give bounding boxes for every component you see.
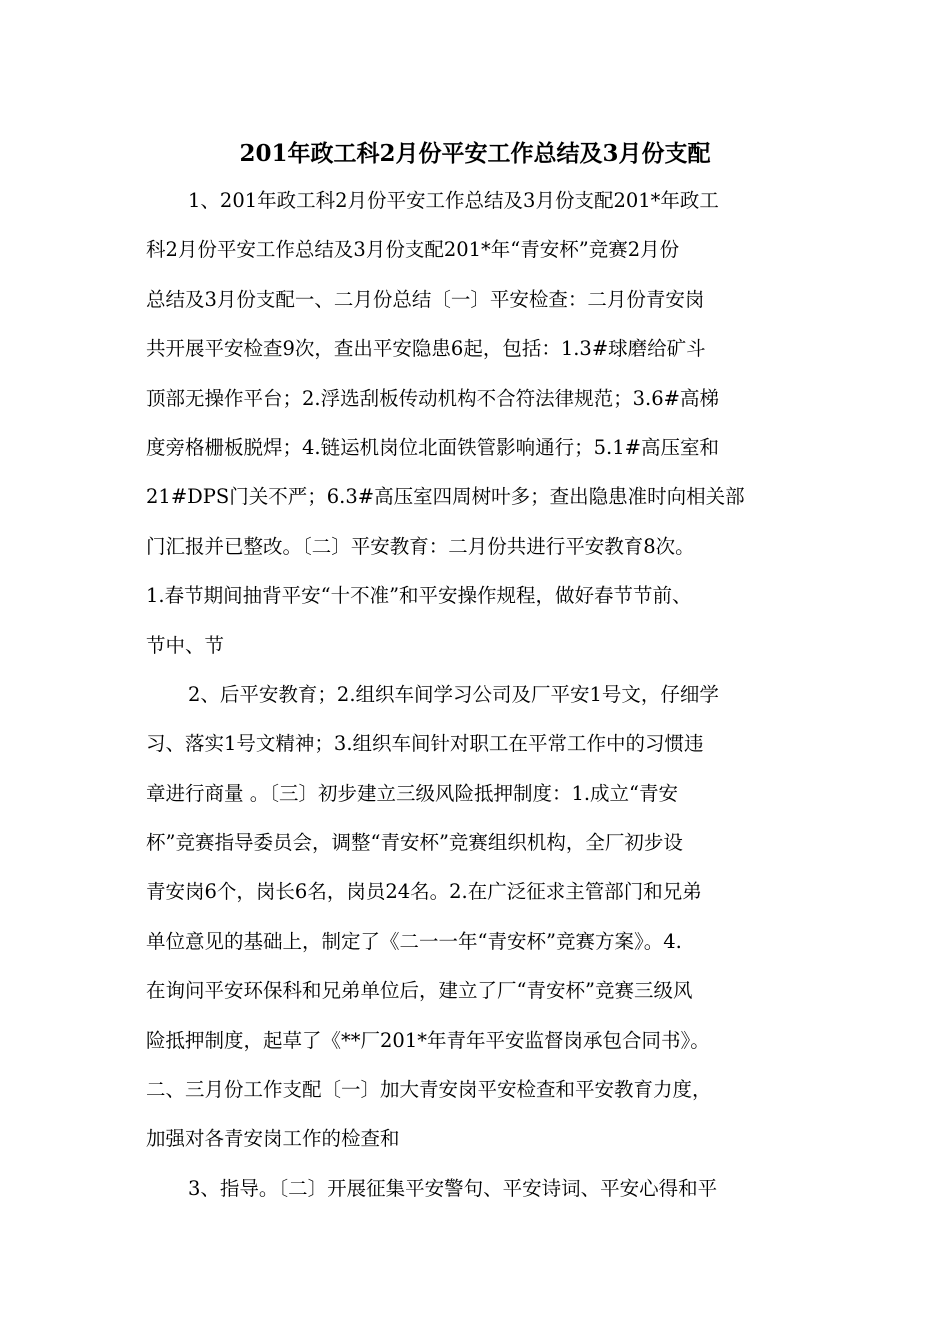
paragraph-line: 1.春节期间抽背平安“十不准”和平安操作规程，做好春节节前、 bbox=[146, 584, 692, 608]
paragraph-line: 杯”竞赛指导委员会，调整“青安杯”竞赛组织机构，全厂初步设 bbox=[146, 831, 683, 855]
paragraph-line: 科2月份平安工作总结及3月份支配201*年“青安杯”竞赛2月份 bbox=[146, 238, 680, 262]
paragraph-line: 青安岗6个，岗长6名，岗员24名。2.在广泛征求主管部门和兄弟 bbox=[146, 880, 702, 904]
paragraph-line: 3、指导。〔二〕开展征集平安警句、平安诗词、平安心得和平 bbox=[188, 1176, 718, 1200]
paragraph-line: 在询问平安环保科和兄弟单位后，建立了厂“青安杯”竞赛三级风 bbox=[146, 979, 693, 1003]
paragraph-line: 二、三月份工作支配〔一〕加大青安岗平安检查和平安教育力度， bbox=[146, 1078, 712, 1102]
paragraph-line: 习、落实1号文精神；3.组织车间针对职工在平常工作中的习惯违 bbox=[146, 732, 704, 756]
paragraph-line: 章进行商量 。〔三〕初步建立三级风险抵押制度：1.成立“青安 bbox=[146, 781, 679, 805]
paragraph-line: 顶部无操作平台；2.浮选刮板传动机构不合符法律规范；3.6#高梯 bbox=[146, 386, 719, 410]
paragraph-line: 单位意见的基础上，制定了《二一一年“青安杯”竞赛方案》。4. bbox=[146, 929, 682, 953]
paragraph-line: 共开展平安检查9次，查出平安隐患6起，包括：1.3#球磨给矿斗 bbox=[146, 337, 706, 361]
paragraph-line: 节中、节 bbox=[146, 633, 225, 657]
paragraph-line: 险抵押制度，起草了《**厂201*年青年平安监督岗承包合同书》。 bbox=[146, 1028, 710, 1052]
document-title: 201年政工科2月份平安工作总结及3月份支配 bbox=[239, 140, 711, 167]
paragraph-line: 度旁格栅板脱焊；4.链运机岗位北面铁管影响通行；5.1#高压室和 bbox=[146, 435, 719, 459]
paragraph-line: 门汇报并已整改。〔二〕平安教育：二月份共进行平安教育8次。 bbox=[146, 534, 695, 558]
document-body bbox=[146, 176, 826, 1213]
paragraph-line: 总结及3月份支配一、二月份总结〔一〕平安检查：二月份青安岗 bbox=[146, 287, 705, 311]
paragraph-line: 1、201年政工科2月份平安工作总结及3月份支配201*年政工 bbox=[188, 189, 719, 212]
paragraph-line: 加强对各青安岗工作的检查和 bbox=[146, 1127, 400, 1151]
paragraph-line: 21#DPS门关不严；6.3#高压室四周树叶多；查出隐患准时向相关部 bbox=[146, 485, 745, 509]
paragraph-line: 2、后平安教育；2.组织车间学习公司及厂平安1号文，仔细学 bbox=[188, 682, 719, 706]
